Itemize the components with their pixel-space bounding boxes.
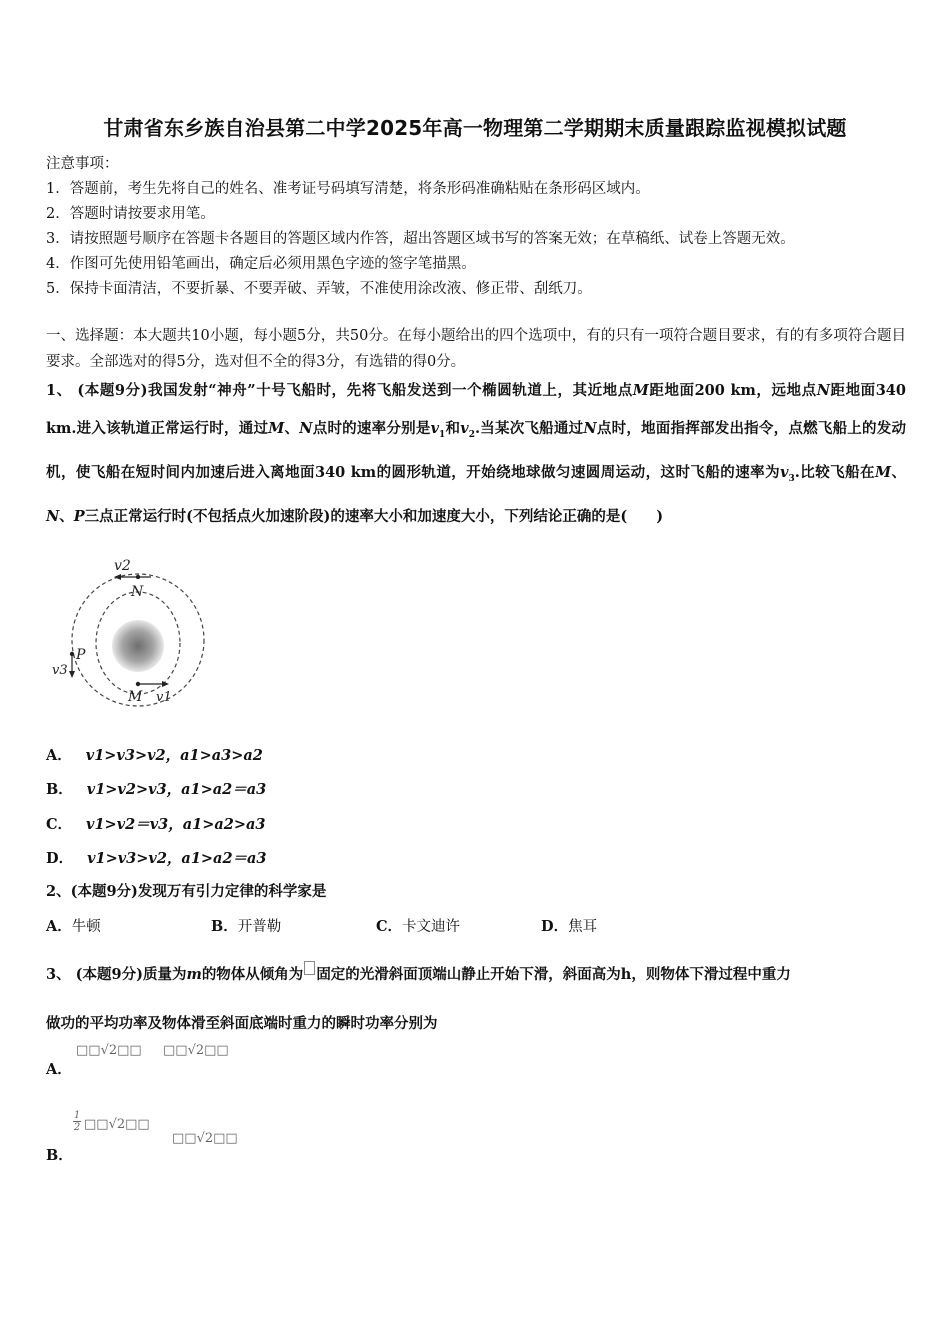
q1-score: (本题9分) — [77, 382, 148, 399]
q2-option-c[interactable] — [376, 915, 460, 936]
q2-option-d[interactable] — [541, 915, 597, 936]
q1-text: .比较飞船在 — [794, 463, 875, 481]
q1-var: M — [874, 463, 892, 481]
q1-option-d[interactable] — [46, 847, 267, 868]
q1-var: N — [816, 382, 830, 399]
q1-option-c[interactable] — [46, 813, 266, 834]
question-3-stem-line2: 做功的平均功率及物体滑至斜面底端时重力的瞬时功率分别为 — [46, 1015, 438, 1032]
notice-item: 4．作图可先使用铅笔画出，确定后必须用黑色字迹的签字笔描黑。 — [46, 256, 476, 272]
option-text: v1>v3>v2，a1>a3>a2 — [85, 747, 263, 764]
q1-text: .当某次飞船通过 — [474, 419, 584, 437]
q1-text: 距地面200 km，远地点 — [648, 382, 817, 399]
q1-text: 三点正常运行时(不包括点火加速阶段)的速率大小和加速度大小，下列结论正确的是( ) — [84, 508, 664, 526]
q3-var: m — [186, 966, 202, 983]
label-P: P — [76, 647, 86, 663]
option-key: B． — [46, 781, 73, 798]
q3-score: (本题9分) — [75, 966, 143, 983]
q1-text: 、 — [284, 419, 300, 437]
v3-arrow-head — [69, 671, 75, 678]
q1-var: M — [268, 419, 285, 437]
q1-sub: 3 — [788, 473, 795, 484]
orbit-diagram — [46, 556, 216, 718]
notice-item: 1．答题前，考生先将自己的姓名、准考证号码填写清楚，将条形码准确粘贴在条形码区域内。 — [46, 181, 650, 197]
option-key: C． — [376, 918, 403, 935]
q1-var: N — [46, 508, 60, 526]
q1-var: M — [632, 382, 649, 399]
label-v1: v1 — [156, 690, 172, 705]
label-M: M — [128, 689, 143, 705]
q1-text: 和 — [445, 419, 461, 437]
q3-option-b-formula-1: □□√2□□ — [84, 1117, 150, 1132]
q3-option-b-key[interactable]: B． — [46, 1147, 73, 1164]
q1-var: N — [299, 419, 313, 437]
option-key: A． — [46, 918, 72, 935]
page-title: 甘肃省东乡族自治县第二中学2025年高一物理第二学期期末质量跟踪监视模拟试题 — [103, 116, 847, 140]
option-text: 开普勒 — [237, 919, 282, 935]
option-text: 焦耳 — [568, 919, 598, 935]
option-text: v1>v2>v3，a1>a2＝a3 — [86, 781, 267, 798]
label-N: N — [131, 584, 144, 600]
question-2-stem: 2、(本题9分)发现万有引力定律的科学家是 — [46, 883, 327, 900]
v2-arrow-head — [114, 574, 121, 580]
option-key: D． — [46, 850, 74, 867]
earth — [112, 620, 164, 672]
notice-item: 2．答题时请按要求用笔。 — [46, 206, 215, 222]
section-instructions: 一、选择题：本大题共10小题，每小题5分，共50分。在每小题给出的四个选项中，有的只有一项符合题目要求，有的有多项符合题目要求。全部选对的得5分，选对但不全的得3分，有选错的得0分。 — [46, 328, 906, 370]
q1-option-b[interactable] — [46, 778, 266, 799]
option-text: v1>v2＝v3，a1>a2>a3 — [86, 816, 266, 833]
option-key: D． — [541, 918, 569, 935]
missing-glyph-icon — [304, 961, 315, 975]
q2-option-a[interactable] — [46, 915, 101, 936]
q1-var: P — [73, 508, 85, 526]
q2-option-b[interactable] — [211, 915, 281, 936]
option-key: A． — [46, 747, 72, 764]
q1-number: 1、 — [46, 382, 72, 399]
q1-var: v — [780, 463, 789, 481]
q1-sub: 1 — [439, 429, 446, 440]
q3-option-a-formula-2: □□√2□□ — [163, 1043, 229, 1058]
q3-text: 固定的光滑斜面顶端山静止开始下滑，斜面高为h，则物体下滑过程中重力 — [316, 966, 791, 983]
notice-heading: 注意事项： — [46, 156, 119, 172]
q1-text: 我国发射“神舟”十号飞船时，先将飞船发送到一个椭圆轨道上，其近地点 — [147, 382, 633, 399]
q1-text: 点时，地面指挥部发出指令，点燃飞船上的发动机，使飞船在短时间内加速后进入离地面340 km的圆形轨道，开始绕地球做匀速圆周运动，这时飞船的速率为 — [46, 419, 906, 481]
q3-text: 的物体从倾角为 — [201, 966, 304, 983]
option-text: v1>v3>v2，a1>a2＝a3 — [87, 850, 267, 867]
q3-option-b-formula-2: □□√2□□ — [172, 1131, 238, 1146]
fraction-numerator: 1 — [73, 1110, 81, 1121]
q3-option-b-fraction — [73, 1110, 81, 1133]
label-v2: v2 — [114, 558, 131, 574]
q1-text: 、 — [59, 508, 74, 526]
q1-sub: 2 — [468, 429, 475, 440]
option-key: C． — [46, 816, 73, 833]
q3-text: 质量为 — [142, 966, 187, 983]
fraction-denominator: 2 — [73, 1122, 81, 1133]
notice-item: 5．保持卡面清洁，不要折暴、不要弄破、弄皱，不准使用涂改液、修正带、刮纸刀。 — [46, 281, 592, 297]
q1-option-a[interactable] — [46, 744, 263, 765]
q1-text: 距地面340 km.进入该轨道正常运行时，通过 — [46, 382, 906, 437]
q1-var: v — [460, 419, 469, 437]
q1-text: 、 — [891, 463, 906, 481]
option-text: 卡文迪许 — [402, 919, 461, 935]
q1-text: 点时的速率分别是 — [312, 419, 431, 437]
q3-option-a-formula-1: □□√2□□ — [76, 1043, 142, 1058]
q1-var: N — [583, 419, 597, 437]
q1-var: v — [430, 419, 440, 437]
notice-item: 3．请按照题号顺序在答题卡各题目的答题区域内作答，超出答题区域书写的答案无效；在草稿纸、试卷上答题无效。 — [46, 231, 795, 247]
option-key: B． — [211, 918, 238, 935]
q3-option-a-key[interactable]: A． — [46, 1061, 72, 1078]
option-text: 牛顿 — [71, 919, 101, 935]
q3-number: 3、 — [46, 966, 71, 983]
question-3-stem — [46, 961, 791, 984]
label-v3: v3 — [52, 663, 68, 678]
question-1-stem — [46, 372, 906, 536]
